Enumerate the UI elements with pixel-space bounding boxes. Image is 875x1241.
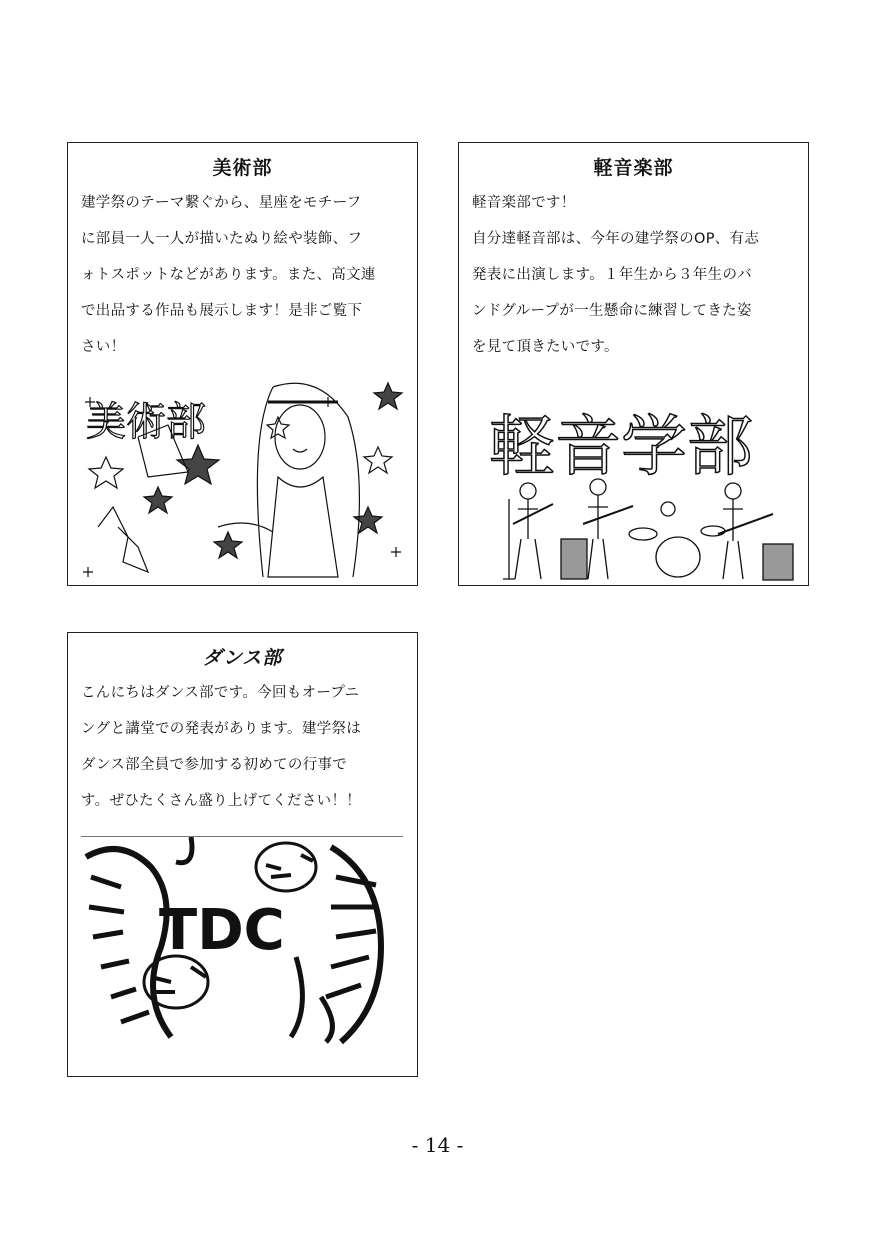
light-music-club-box (458, 142, 809, 586)
art-club-illustration-lettering: 美術部 (86, 399, 206, 445)
page-number: - 14 - (411, 1133, 464, 1157)
dance-club-illustration-lettering: TDC (159, 898, 285, 963)
dance-club-illustration (81, 837, 403, 1045)
dance-club-text: こんにちはダンス部です。今回もオープニ ングと講堂での発表があります。建学祭は ダンス部全員で参加する初めての行事で す。ぜひたくさん盛り上げてください！！ (81, 685, 362, 809)
dance-club-box (67, 632, 418, 1077)
art-club-title: 美術部 (212, 157, 273, 179)
art-club-illustration (78, 377, 408, 583)
light-music-club-illustration (473, 399, 799, 583)
light-music-club-title: 軽音楽部 (593, 157, 674, 179)
art-club-text: 建学祭のテーマ繋ぐから、星座をモチーフ に部員一人一人が描いたぬり絵や装飾、フ ォトスポットなどがあります。また、高文連 で出品する作品も展示します！是非ご覧下 さい！ (81, 195, 376, 355)
art-club-box (67, 142, 418, 586)
dance-club-title: ダンス部 (202, 647, 283, 669)
light-music-club-text: 軽音楽部です！ 自分達軽音部は、今年の建学祭のOP、有志 発表に出演します。１年生から３年生のバ ンドグループが一生懸命に練習してきた姿 を見て頂きたいです。 (472, 195, 760, 355)
light-music-club-illustration-lettering: 軽音学部 (489, 408, 753, 485)
